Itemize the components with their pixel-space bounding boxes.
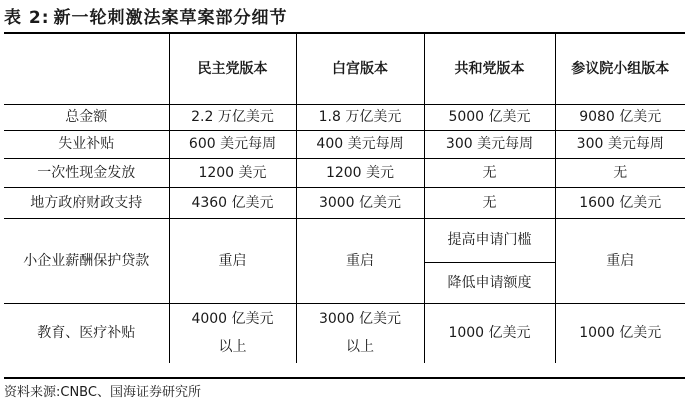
table-cell: 重启 <box>296 218 424 303</box>
table-row <box>4 130 685 158</box>
table-row <box>4 158 685 187</box>
table-cell: 降低申请额度 <box>424 262 555 303</box>
table-cell: 1200 美元 <box>296 158 424 187</box>
header-senate: 参议院小组版本 <box>555 34 685 104</box>
table-cell: 1200 美元 <box>169 158 296 187</box>
row-label: 地方政府财政支持 <box>4 187 169 218</box>
header-corner-cell <box>4 34 169 104</box>
table-cell: 600 美元每周 <box>169 130 296 158</box>
table-cell: 1600 亿美元 <box>555 187 685 218</box>
table-cell: 9080 亿美元 <box>555 104 685 130</box>
table-cell: 1000 亿美元 <box>424 303 555 363</box>
table-cell: 重启 <box>555 218 685 303</box>
table-cell: 提高申请门槛 <box>424 218 555 262</box>
table-cell: 1000 亿美元 <box>555 303 685 363</box>
table-row <box>4 187 685 218</box>
bottom-rule <box>4 377 685 379</box>
header-row <box>4 34 685 104</box>
row-label: 总金额 <box>4 104 169 130</box>
header-democrat: 民主党版本 <box>169 34 296 104</box>
table-cell: 无 <box>555 158 685 187</box>
source-note: 资料来源:CNBC、国海证券研究所 <box>4 385 201 400</box>
row-label: 失业补贴 <box>4 130 169 158</box>
table-cell: 4000 亿美元以上 <box>169 303 296 363</box>
table-row <box>4 104 685 130</box>
table-cell: 无 <box>424 158 555 187</box>
table-cell: 300 美元每周 <box>424 130 555 158</box>
table-cell: 无 <box>424 187 555 218</box>
header-republican: 共和党版本 <box>424 34 555 104</box>
row-label: 一次性现金发放 <box>4 158 169 187</box>
row-label: 小企业薪酬保护贷款 <box>4 218 169 303</box>
table-title: 新一轮刺激法案草案部分细节 <box>53 8 288 28</box>
table-cell: 3000 亿美元 <box>296 187 424 218</box>
table-cell: 2.2 万亿美元 <box>169 104 296 130</box>
table-number: 表 2: <box>4 8 50 28</box>
row-label: 教育、医疗补贴 <box>4 303 169 363</box>
table-cell: 300 美元每周 <box>555 130 685 158</box>
table-cell: 3000 亿美元以上 <box>296 303 424 363</box>
stimulus-comparison-table <box>4 34 685 363</box>
table-row <box>4 218 685 262</box>
table-caption <box>4 4 288 32</box>
table-cell: 1.8 万亿美元 <box>296 104 424 130</box>
table-cell: 4360 亿美元 <box>169 187 296 218</box>
table-cell: 重启 <box>169 218 296 303</box>
table-cell: 400 美元每周 <box>296 130 424 158</box>
table-row <box>4 303 685 363</box>
header-whitehouse: 白宫版本 <box>296 34 424 104</box>
table-cell: 5000 亿美元 <box>424 104 555 130</box>
